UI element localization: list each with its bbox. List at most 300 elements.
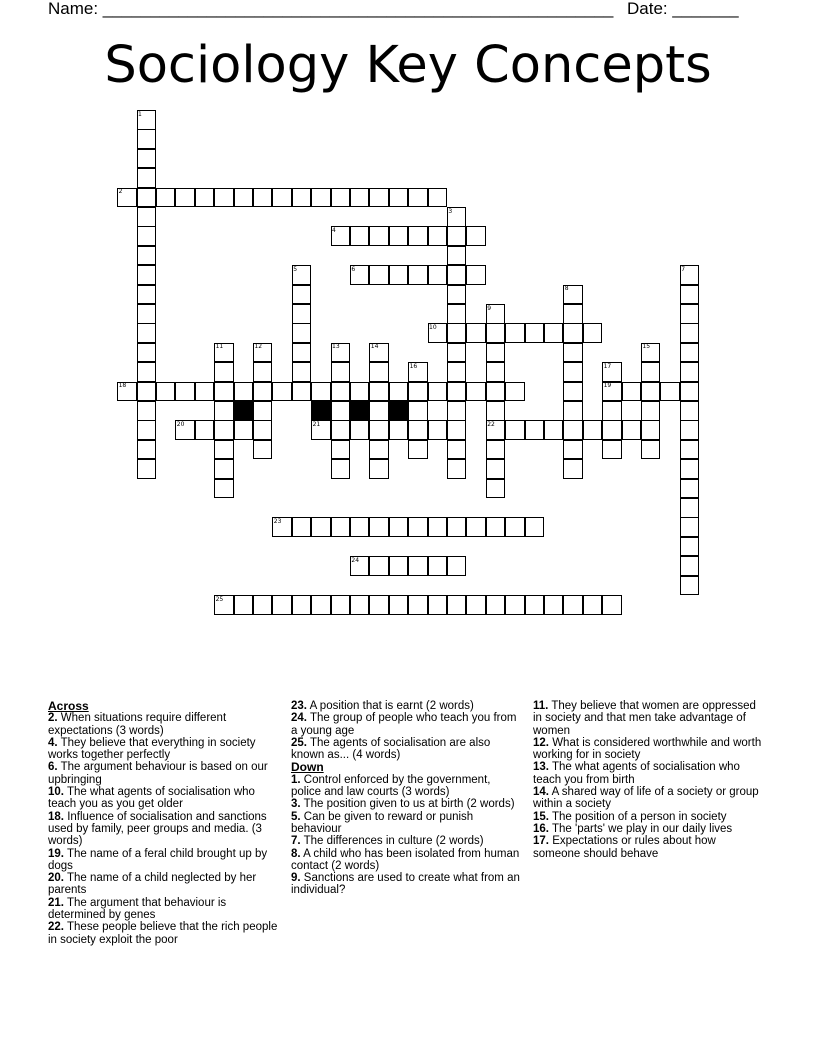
grid-cell[interactable] [583, 420, 603, 440]
clue-number-label: 3 [448, 207, 453, 215]
clue-number: 20. [48, 872, 64, 885]
grid-cell[interactable] [602, 440, 622, 460]
clue-item [533, 761, 765, 786]
clue-item [533, 700, 765, 737]
clue-item [291, 872, 523, 897]
grid-cell[interactable] [447, 401, 467, 421]
grid-cell[interactable] [525, 595, 545, 615]
grid-cell[interactable] [331, 459, 351, 479]
grid-cell[interactable] [525, 517, 545, 537]
grid-cell[interactable] [408, 440, 428, 460]
grid-cell[interactable] [641, 362, 661, 382]
grid-cell[interactable] [447, 440, 467, 460]
blocked-cell [389, 401, 409, 421]
grid-cell[interactable] [466, 323, 486, 343]
grid-cell[interactable] [602, 420, 622, 440]
grid-cell[interactable] [137, 246, 157, 266]
clue-number-label: 24 [351, 556, 360, 564]
grid-cell[interactable] [622, 420, 642, 440]
grid-cell[interactable] [331, 517, 351, 537]
grid-cell[interactable] [447, 382, 467, 402]
clue-item [48, 761, 280, 786]
grid-cell[interactable] [331, 382, 351, 402]
grid-cell[interactable] [447, 420, 467, 440]
clue-number-label: 21 [312, 420, 321, 428]
grid-cell[interactable] [525, 323, 545, 343]
grid-cell[interactable] [369, 595, 389, 615]
grid-cell[interactable] [447, 285, 467, 305]
grid-cell[interactable] [156, 382, 176, 402]
grid-cell[interactable] [466, 517, 486, 537]
blocked-cell [234, 401, 254, 421]
clue-text: The position given to us at birth (2 words) [303, 798, 515, 811]
grid-cell[interactable] [447, 343, 467, 363]
grid-cell[interactable] [428, 265, 448, 285]
grid-cell[interactable] [137, 226, 157, 246]
grid-cell[interactable] [350, 517, 370, 537]
clue-number-label: 13 [332, 343, 340, 351]
grid-cell[interactable] [641, 420, 661, 440]
clue-text: They believe that everything in society works together perfectly [48, 736, 256, 762]
grid-cell[interactable] [622, 382, 642, 402]
grid-cell[interactable] [563, 382, 583, 402]
grid-cell[interactable] [408, 420, 428, 440]
clue-item [291, 835, 523, 847]
grid-cell[interactable] [680, 323, 700, 343]
clue-number: 6. [48, 761, 58, 774]
grid-cell[interactable] [137, 440, 157, 460]
clue-number-label: 22 [487, 420, 495, 428]
grid-cell[interactable] [680, 479, 700, 499]
grid-cell[interactable] [272, 188, 292, 208]
grid-cell[interactable] [272, 382, 292, 402]
grid-cell[interactable] [137, 401, 157, 421]
grid-cell[interactable] [311, 188, 331, 208]
grid-cell[interactable] [214, 479, 234, 499]
grid-cell[interactable] [292, 595, 312, 615]
grid-cell[interactable] [137, 207, 157, 227]
clue-text: The name of a child neglected by her parents [48, 872, 257, 897]
grid-cell[interactable] [214, 420, 234, 440]
grid-cell[interactable] [680, 362, 700, 382]
clue-section-heading: Across [48, 699, 89, 713]
grid-cell[interactable] [447, 517, 467, 537]
grid-cell[interactable] [311, 382, 331, 402]
grid-cell[interactable] [253, 401, 273, 421]
grid-cell[interactable] [292, 517, 312, 537]
clue-column-1 [48, 700, 280, 946]
grid-cell[interactable] [505, 382, 525, 402]
grid-cell[interactable] [583, 595, 603, 615]
clue-number: 23. [291, 700, 307, 712]
clue-number-label: 11 [215, 343, 224, 351]
clue-text: The argument that behaviour is determined by genes [48, 896, 227, 922]
clue-number-label: 4 [332, 226, 336, 234]
grid-cell[interactable] [137, 362, 157, 382]
grid-cell[interactable] [292, 188, 312, 208]
grid-cell[interactable] [389, 382, 409, 402]
clue-number: 24. [291, 712, 307, 725]
clue-number: 3. [291, 798, 301, 811]
clue-column-3 [533, 700, 765, 860]
clue-number-label: 10 [429, 323, 437, 331]
grid-cell[interactable] [602, 595, 622, 615]
grid-cell[interactable] [234, 595, 254, 615]
grid-cell[interactable] [272, 595, 292, 615]
grid-cell[interactable] [389, 595, 409, 615]
grid-cell[interactable] [486, 517, 506, 537]
grid-cell[interactable] [680, 420, 700, 440]
grid-cell[interactable] [253, 188, 273, 208]
grid-cell[interactable] [350, 382, 370, 402]
grid-cell[interactable] [447, 362, 467, 382]
clue-item [533, 737, 765, 762]
grid-cell[interactable] [428, 595, 448, 615]
clue-number-label: 12 [254, 343, 263, 351]
grid-cell[interactable] [137, 285, 157, 305]
clue-number-label: 9 [487, 304, 492, 312]
clue-item [533, 823, 765, 835]
grid-cell[interactable] [137, 188, 157, 208]
grid-cell[interactable] [137, 168, 157, 188]
clue-number: 21. [48, 896, 64, 909]
grid-cell[interactable] [137, 323, 157, 343]
grid-cell[interactable] [486, 343, 506, 363]
grid-cell[interactable] [680, 576, 700, 596]
grid-cell[interactable] [214, 188, 234, 208]
grid-cell[interactable] [447, 459, 467, 479]
clue-number-label: 14 [370, 343, 379, 351]
clue-number-label: 2 [118, 188, 123, 196]
grid-cell[interactable] [369, 401, 389, 421]
grid-cell[interactable] [214, 440, 234, 460]
grid-cell[interactable] [563, 343, 583, 363]
grid-cell[interactable] [369, 556, 389, 576]
grid-cell[interactable] [680, 459, 700, 479]
grid-cell[interactable] [195, 188, 215, 208]
grid-cell[interactable] [175, 382, 195, 402]
clue-number-label: 15 [642, 343, 651, 351]
clue-text: The position of a person in society [552, 810, 727, 823]
clue-number: 1. [291, 773, 301, 786]
grid-cell[interactable] [137, 343, 157, 363]
grid-cell[interactable] [408, 517, 428, 537]
clue-number-label: 7 [681, 265, 686, 273]
clue-number: 8. [291, 847, 301, 860]
grid-cell[interactable] [408, 401, 428, 421]
grid-cell[interactable] [331, 188, 351, 208]
grid-cell[interactable] [292, 362, 312, 382]
grid-cell[interactable] [680, 304, 700, 324]
clue-number-label: 16 [409, 362, 418, 370]
grid-cell[interactable] [137, 382, 157, 402]
clue-item [291, 774, 523, 799]
grid-cell[interactable] [602, 401, 622, 421]
clue-number: 12. [533, 736, 549, 749]
grid-cell[interactable] [369, 382, 389, 402]
grid-cell[interactable] [175, 188, 195, 208]
clue-text: A shared way of life of a society or group within a society [533, 786, 759, 811]
clue-section-heading: Down [291, 760, 324, 775]
grid-cell[interactable] [486, 323, 506, 343]
grid-cell[interactable] [486, 479, 506, 499]
grid-cell[interactable] [563, 420, 583, 440]
grid-cell[interactable] [486, 382, 506, 402]
clue-text: The what agents of socialisation who teach you as you get older [48, 786, 255, 811]
date-field: Date: _______ [627, 0, 739, 18]
clue-number-label: 6 [351, 265, 356, 273]
grid-cell[interactable] [311, 595, 331, 615]
grid-cell[interactable] [331, 362, 351, 382]
grid-cell[interactable] [331, 595, 351, 615]
grid-cell[interactable] [466, 382, 486, 402]
blocked-cell [350, 401, 370, 421]
grid-cell[interactable] [466, 595, 486, 615]
clue-item [48, 712, 280, 737]
grid-cell[interactable] [292, 382, 312, 402]
grid-cell[interactable] [486, 362, 506, 382]
grid-cell[interactable] [214, 362, 234, 382]
clue-text: They believe that women are oppressed in society and that men take advantage of women [533, 700, 756, 737]
grid-cell[interactable] [505, 517, 525, 537]
grid-cell[interactable] [428, 382, 448, 402]
clue-number-label: 17 [603, 362, 612, 370]
grid-cell[interactable] [292, 285, 312, 305]
clue-text: Can be given to reward or punish behaviour [291, 810, 474, 835]
clue-text: The agents of socialisation are also known as... (4 words) [291, 736, 491, 762]
clue-item [533, 786, 765, 811]
grid-cell[interactable] [680, 517, 700, 537]
grid-cell[interactable] [641, 382, 661, 402]
grid-cell[interactable] [680, 537, 700, 557]
clue-text: The group of people who teach you from a young age [291, 712, 517, 737]
clue-number-label: 19 [603, 382, 612, 390]
blocked-cell [311, 401, 331, 421]
grid-cell[interactable] [563, 440, 583, 460]
grid-cell[interactable] [505, 420, 525, 440]
grid-cell[interactable] [408, 265, 428, 285]
grid-cell[interactable] [466, 265, 486, 285]
clue-number: 2. [48, 712, 58, 725]
grid-cell[interactable] [486, 401, 506, 421]
clue-number-label: 23 [273, 517, 282, 525]
clue-item [48, 921, 280, 946]
grid-cell[interactable] [389, 420, 409, 440]
grid-cell[interactable] [447, 595, 467, 615]
clue-item [291, 737, 523, 762]
grid-cell[interactable] [253, 595, 273, 615]
clue-number-label: 8 [564, 285, 569, 293]
grid-cell[interactable] [350, 595, 370, 615]
clue-item [291, 700, 523, 712]
clue-number: 11. [533, 700, 549, 712]
grid-cell[interactable] [680, 382, 700, 402]
clue-item [533, 811, 765, 823]
clue-item [48, 786, 280, 811]
clue-number-label: 1 [138, 110, 142, 118]
grid-cell[interactable] [408, 595, 428, 615]
clue-number: 15. [533, 810, 549, 823]
grid-cell[interactable] [544, 323, 564, 343]
grid-cell[interactable] [369, 459, 389, 479]
grid-cell[interactable] [447, 556, 467, 576]
grid-cell[interactable] [680, 343, 700, 363]
grid-cell[interactable] [680, 401, 700, 421]
grid-cell[interactable] [253, 382, 273, 402]
grid-cell[interactable] [466, 226, 486, 246]
grid-cell[interactable] [369, 362, 389, 382]
clue-text: When situations require different expectations (3 words) [48, 712, 227, 737]
grid-cell[interactable] [369, 226, 389, 246]
grid-cell[interactable] [408, 556, 428, 576]
grid-cell[interactable] [214, 401, 234, 421]
clue-text: Control enforced by the government, police and law courts (3 words) [291, 773, 491, 799]
clue-item [48, 737, 280, 762]
grid-cell[interactable] [544, 420, 564, 440]
grid-cell[interactable] [331, 401, 351, 421]
grid-cell[interactable] [563, 362, 583, 382]
clue-number: 9. [291, 872, 301, 885]
clue-number: 10. [48, 786, 64, 799]
grid-cell[interactable] [311, 517, 331, 537]
grid-cell[interactable] [350, 188, 370, 208]
grid-cell[interactable] [408, 226, 428, 246]
grid-cell[interactable] [447, 265, 467, 285]
grid-cell[interactable] [350, 226, 370, 246]
clue-item [48, 872, 280, 897]
name-field: Name: ______________________________________________________ [48, 0, 614, 18]
grid-cell[interactable] [137, 129, 157, 149]
grid-cell[interactable] [292, 323, 312, 343]
clue-text: Sanctions are used to create what from an individual? [291, 872, 520, 897]
grid-cell[interactable] [214, 382, 234, 402]
grid-cell[interactable] [428, 517, 448, 537]
grid-cell[interactable] [505, 595, 525, 615]
grid-cell[interactable] [486, 595, 506, 615]
grid-cell[interactable] [253, 420, 273, 440]
clue-item [48, 848, 280, 873]
grid-cell[interactable] [428, 226, 448, 246]
grid-cell[interactable] [389, 188, 409, 208]
grid-cell[interactable] [389, 226, 409, 246]
grid-cell[interactable] [544, 595, 564, 615]
grid-cell[interactable] [447, 246, 467, 266]
grid-cell[interactable] [447, 304, 467, 324]
grid-cell[interactable] [563, 595, 583, 615]
grid-cell[interactable] [563, 323, 583, 343]
grid-cell[interactable] [428, 556, 448, 576]
grid-cell[interactable] [137, 459, 157, 479]
grid-cell[interactable] [563, 304, 583, 324]
clue-text: Influence of socialisation and sanctions used by family, peer groups and media. (3 words) [48, 810, 267, 848]
grid-cell[interactable] [369, 517, 389, 537]
grid-cell[interactable] [369, 440, 389, 460]
grid-cell[interactable] [583, 323, 603, 343]
clue-number-label: 20 [176, 420, 185, 428]
clue-text: A child who has been isolated from human contact (2 words) [291, 847, 520, 872]
grid-cell[interactable] [137, 265, 157, 285]
grid-cell[interactable] [641, 440, 661, 460]
grid-cell[interactable] [350, 420, 370, 440]
grid-cell[interactable] [369, 420, 389, 440]
grid-cell[interactable] [660, 382, 680, 402]
grid-cell[interactable] [428, 420, 448, 440]
clue-item [291, 798, 523, 810]
clue-text: Expectations or rules about how someone should behave [533, 835, 716, 860]
clue-text: What is considered worthwhile and worth working for in society [533, 736, 762, 762]
grid-cell[interactable] [234, 188, 254, 208]
clue-number: 19. [48, 847, 64, 860]
grid-cell[interactable] [253, 362, 273, 382]
grid-cell[interactable] [137, 420, 157, 440]
grid-cell[interactable] [680, 556, 700, 576]
grid-cell[interactable] [234, 420, 254, 440]
clue-number: 14. [533, 786, 549, 799]
clue-number: 18. [48, 810, 64, 823]
grid-cell[interactable] [214, 459, 234, 479]
clue-number: 16. [533, 822, 549, 835]
grid-cell[interactable] [195, 420, 215, 440]
grid-cell[interactable] [525, 420, 545, 440]
grid-cell[interactable] [292, 304, 312, 324]
grid-cell[interactable] [292, 343, 312, 363]
clue-number: 13. [533, 761, 549, 774]
grid-cell[interactable] [389, 556, 409, 576]
grid-cell[interactable] [331, 440, 351, 460]
grid-cell[interactable] [253, 440, 273, 460]
grid-cell[interactable] [369, 265, 389, 285]
clue-text: The differences in culture (2 words) [303, 835, 484, 848]
grid-cell[interactable] [486, 459, 506, 479]
page-title: Sociology Key Concepts [104, 36, 712, 95]
grid-cell[interactable] [563, 401, 583, 421]
grid-cell[interactable] [156, 188, 176, 208]
clue-column-2 [291, 700, 523, 897]
grid-cell[interactable] [408, 382, 428, 402]
grid-cell[interactable] [137, 304, 157, 324]
grid-cell[interactable] [389, 517, 409, 537]
clue-number-label: 5 [293, 265, 298, 273]
grid-cell[interactable] [680, 498, 700, 518]
grid-cell[interactable] [486, 440, 506, 460]
grid-cell[interactable] [447, 226, 467, 246]
clue-number-label: 25 [215, 595, 224, 603]
clue-number: 17. [533, 835, 549, 848]
grid-cell[interactable] [369, 188, 389, 208]
grid-cell[interactable] [389, 265, 409, 285]
grid-cell[interactable] [331, 420, 351, 440]
clue-number-label: 18 [118, 382, 127, 390]
clue-text: The 'parts' we play in our daily lives [552, 822, 733, 835]
clue-item [48, 811, 280, 848]
grid-cell[interactable] [563, 459, 583, 479]
grid-cell[interactable] [505, 323, 525, 343]
clue-number: 4. [48, 736, 58, 749]
clue-text: These people believe that the rich people in society exploit the poor [48, 921, 278, 946]
grid-cell[interactable] [641, 401, 661, 421]
clue-item [48, 897, 280, 922]
clue-text: The what agents of socialisation who teach you from birth [533, 761, 740, 786]
grid-cell[interactable] [680, 285, 700, 305]
grid-cell[interactable] [428, 188, 448, 208]
grid-cell[interactable] [137, 149, 157, 169]
grid-cell[interactable] [680, 440, 700, 460]
grid-cell[interactable] [408, 188, 428, 208]
grid-cell[interactable] [234, 382, 254, 402]
grid-cell[interactable] [447, 323, 467, 343]
grid-cell[interactable] [195, 382, 215, 402]
clue-text: A position that is earnt (2 words) [309, 700, 474, 712]
